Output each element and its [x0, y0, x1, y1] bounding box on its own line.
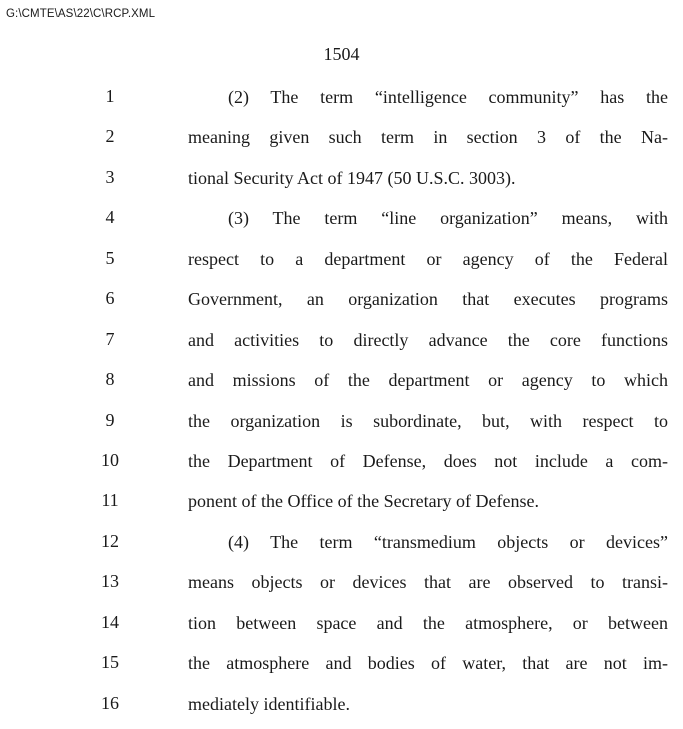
line-number: 10 — [101, 449, 119, 470]
text-line — [0, 163, 683, 203]
line-text: (2) The term “intelligence community” has the — [228, 87, 668, 107]
file-path: G:\CMTE\AS\22\C\RCP.XML — [6, 8, 156, 20]
line-number: 12 — [101, 530, 119, 551]
text-line — [0, 446, 683, 486]
text-line — [0, 527, 683, 567]
line-number: 15 — [101, 652, 119, 673]
line-number: 1 — [105, 86, 115, 106]
text-line — [0, 244, 683, 284]
line-text: meaning given such term in section 3 of the Na- — [188, 127, 668, 148]
line-text: the Department of Defense, does not include a com- — [188, 450, 668, 471]
text-line — [0, 567, 683, 607]
text-line — [0, 203, 683, 243]
line-text: means objects or devices that are observed to transi- — [188, 572, 668, 593]
text-line — [0, 486, 683, 526]
text-line — [0, 82, 683, 122]
text-line — [0, 406, 683, 446]
line-number: 2 — [105, 126, 115, 147]
line-number: 4 — [105, 207, 115, 228]
line-text: Government, an organization that executes programs — [188, 289, 668, 310]
numbered-lines — [0, 82, 683, 729]
line-number: 16 — [101, 692, 119, 713]
line-text: (4) The term “transmedium objects or devices” — [228, 531, 668, 552]
line-text: and missions of the department or agency to which — [188, 370, 668, 391]
line-number: 11 — [101, 490, 119, 511]
line-number: 13 — [101, 571, 119, 592]
text-line — [0, 325, 683, 365]
line-text: (3) The term “line organization” means, with — [228, 208, 668, 229]
line-text: mediately identifiable. — [188, 693, 350, 714]
line-text: respect to a department or agency of the Federal — [188, 248, 668, 269]
text-line — [0, 608, 683, 648]
line-number: 14 — [101, 611, 119, 632]
line-number: 3 — [105, 166, 115, 187]
line-number: 6 — [105, 288, 115, 309]
line-number: 8 — [105, 369, 115, 390]
line-text: and activities to directly advance the core functions — [188, 329, 668, 350]
text-line — [0, 122, 683, 162]
text-line — [0, 648, 683, 688]
text-line — [0, 365, 683, 405]
text-line — [0, 689, 683, 729]
line-text: the organization is subordinate, but, with respect to — [188, 410, 668, 431]
line-number: 7 — [105, 328, 115, 349]
line-text: the atmosphere and bodies of water, that are not im- — [188, 653, 668, 674]
line-number: 5 — [105, 247, 115, 268]
line-text: ponent of the Office of the Secretary of Defense. — [188, 491, 540, 512]
line-number: 9 — [105, 409, 115, 430]
line-text: tional Security Act of 1947 (50 U.S.C. 3003). — [188, 167, 516, 188]
page-number: 1504 — [323, 44, 360, 64]
text-line — [0, 284, 683, 324]
line-text: tion between space and the atmosphere, or between — [188, 612, 668, 633]
